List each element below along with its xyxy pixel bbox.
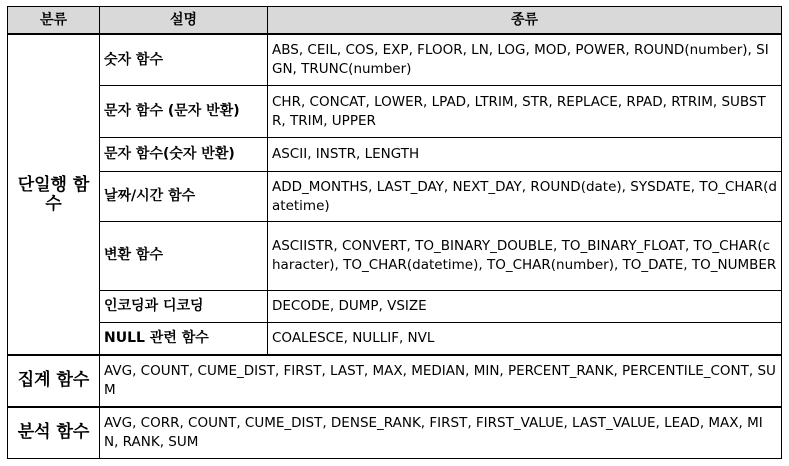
table-row bbox=[8, 34, 782, 86]
funcs-analytic: AVG, CORR, COUNT, CUME_DIST, DENSE_RANK, FIRST, FIRST_VALUE, LAST_VALUE, LEAD, MAX, MIN, RANK, SUM bbox=[100, 407, 782, 459]
funcs-char-number-return: ASCII, INSTR, LENGTH bbox=[268, 137, 782, 171]
desc-encoding: 인코딩과 디코딩 bbox=[100, 290, 268, 322]
funcs-datetime: ADD_MONTHS, LAST_DAY, NEXT_DAY, ROUND(date), SYSDATE, TO_CHAR(datetime) bbox=[268, 172, 782, 222]
funcs-aggregate: AVG, COUNT, CUME_DIST, FIRST, LAST, MAX, MEDIAN, MIN, PERCENT_RANK, PERCENTILE_CONT, SUM bbox=[100, 355, 782, 407]
table-row bbox=[8, 172, 782, 222]
category-aggregate: 집계 함수 bbox=[8, 355, 100, 407]
header-kinds: 종류 bbox=[268, 7, 782, 35]
header-category: 분류 bbox=[8, 7, 100, 35]
desc-null: NULL 관련 함수 bbox=[100, 323, 268, 355]
desc-conversion: 변환 함수 bbox=[100, 221, 268, 290]
sql-function-table bbox=[7, 6, 782, 459]
funcs-char-return: CHR, CONCAT, LOWER, LPAD, LTRIM, STR, REPLACE, RPAD, RTRIM, SUBSTR, TRIM, UPPER bbox=[268, 86, 782, 138]
table-row bbox=[8, 407, 782, 459]
table-row bbox=[8, 355, 782, 407]
funcs-conversion: ASCIISTR, CONVERT, TO_BINARY_DOUBLE, TO_BINARY_FLOAT, TO_CHAR(character), TO_CHAR(datetime), TO_CHAR(number), TO_DATE, TO_NUMBER bbox=[268, 221, 782, 290]
header-row bbox=[8, 7, 782, 35]
table-row bbox=[8, 323, 782, 355]
funcs-numeric: ABS, CEIL, COS, EXP, FLOOR, LN, LOG, MOD, POWER, ROUND(number), SIGN, TRUNC(number) bbox=[268, 34, 782, 86]
table-row bbox=[8, 137, 782, 171]
header-description: 설명 bbox=[100, 7, 268, 35]
desc-char-number-return: 문자 함수(숫자 반환) bbox=[100, 137, 268, 171]
funcs-encoding: DECODE, DUMP, VSIZE bbox=[268, 290, 782, 322]
desc-numeric: 숫자 함수 bbox=[100, 34, 268, 86]
table-row bbox=[8, 86, 782, 138]
table-row bbox=[8, 221, 782, 290]
desc-datetime: 날짜/시간 함수 bbox=[100, 172, 268, 222]
category-analytic: 분석 함수 bbox=[8, 407, 100, 459]
funcs-null: COALESCE, NULLIF, NVL bbox=[268, 323, 782, 355]
table-row bbox=[8, 290, 782, 322]
category-single-row: 단일행 함수 bbox=[8, 34, 100, 355]
desc-char-return: 문자 함수 (문자 반환) bbox=[100, 86, 268, 138]
